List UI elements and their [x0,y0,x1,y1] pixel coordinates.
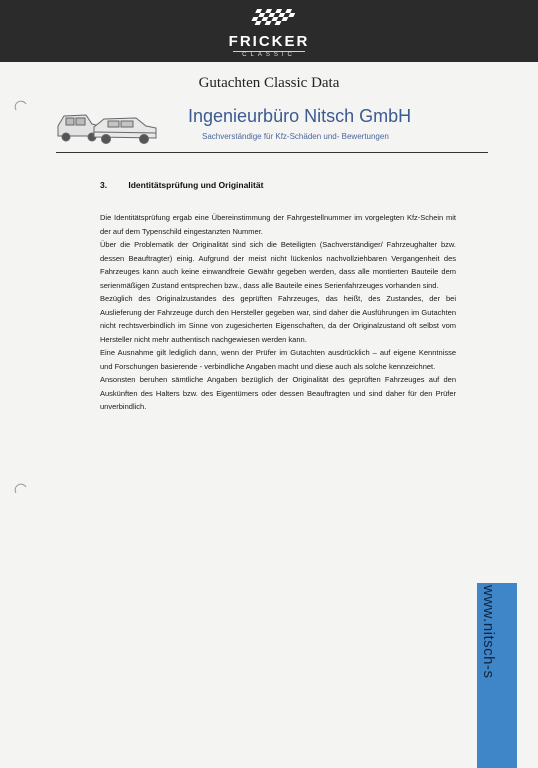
body-paragraph: Ansonsten beruhen sämtliche Angaben bezüglich der Originalität des geprüften Fahrzeuges auf den Auskünften des Halters bzw. des Eigentümers oder dessen Beauftragten und sind daher für den Prüfer unverbindlich. [100,375,456,411]
body-paragraph: Eine Ausnahme gilt lediglich dann, wenn der Prüfer im Gutachten ausdrücklich – auf eigene Kenntnisse und Forschungen basierende - verbindliche Angaben macht und diese auch als solche kennzeichnet. [100,348,456,371]
punch-hole-mark-icon [14,483,28,497]
company-name: Ingenieurbüro Nitsch GmbH [188,106,412,126]
classic-cars-illustration-icon [54,106,160,146]
side-url-strip [477,583,517,768]
section-title: Identitätsprüfung und Originalität [128,180,264,190]
punch-hole-mark-icon [14,100,28,114]
header-divider [56,152,488,153]
brand-header-bar [0,0,538,62]
checkered-flag-logo-icon [246,7,296,31]
brand-subtitle: CLASSIC [242,52,296,58]
document-header-title: Gutachten Classic Data [198,75,340,91]
section-heading [100,180,263,190]
section-number: 3. [100,180,108,190]
body-paragraph: Über die Problematik der Originalität sind sich die Beteiligten (Sachverständiger/ Fahrzeughalter bzw. dessen Beauftragter) einig. Aufgrund der meist nicht lückenlos nachvollziehbaren Vergangenheit des Fahrzeuges kann auch keine einwandfreie Gewähr gegeben werden, dass alle montierten Bauteile dem serienmäßigen Zustand entsprechen bzw., dass alle Bauteile eines Serienfahrzeuges vorhanden sind. [100,240,456,290]
body-paragraph: Bezüglich des Originalzustandes des geprüften Fahrzeuges, das heißt, des Zustandes, der bei Auslieferung der Fahrzeuge durch den Hersteller gegeben war, sind daher die Ausführungen im Gutachten nicht rechtsverbindlich im Sinne von zugesicherten Eigenschaften, da der Originalzustand oft selbst vom Hersteller nicht mehr authentisch nachgewiesen werden kann. [100,294,456,344]
side-url-text: www.nitsch-s [480,585,497,679]
body-paragraph: Die Identitätsprüfung ergab eine Übereinstimmung der Fahrgestellnummer im vorgelegten Kfz-Schein mit der auf dem Typenschild eingestanzten Nummer. [100,213,456,236]
section-body [100,211,456,414]
company-tagline: Sachverständige für Kfz-Schäden und- Bewertungen [202,132,389,141]
brand-name: FRICKER [228,33,310,50]
